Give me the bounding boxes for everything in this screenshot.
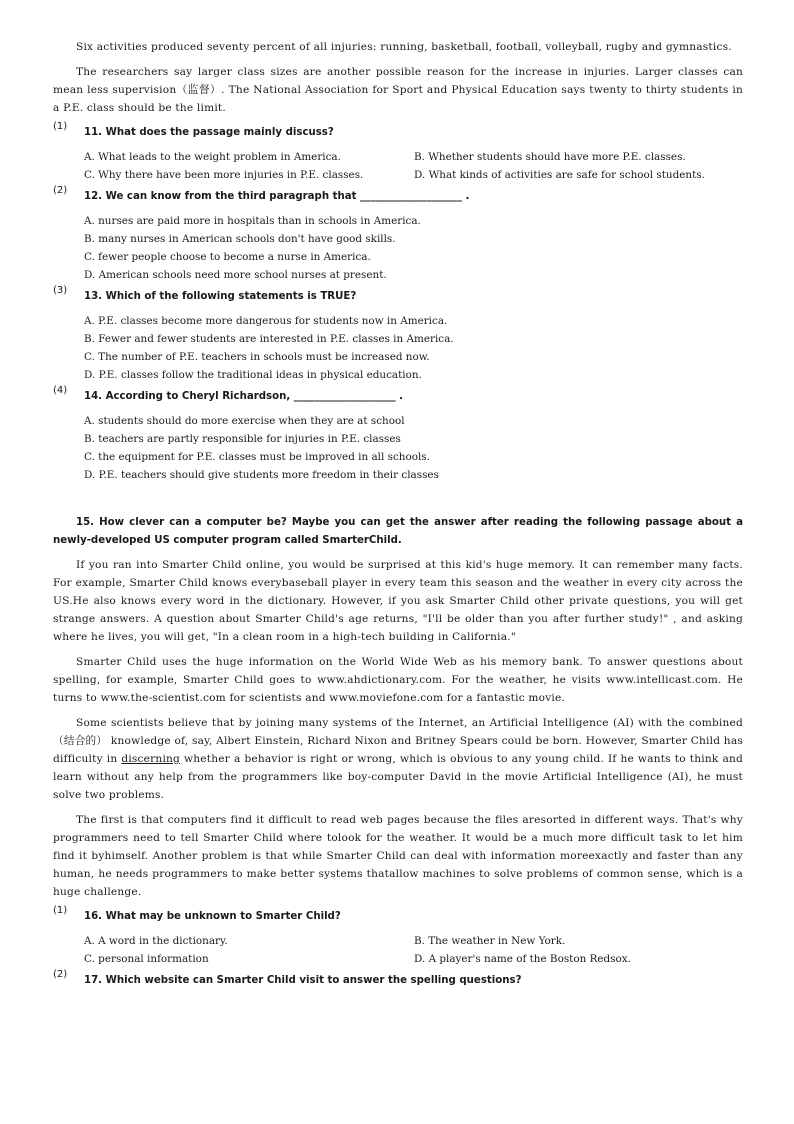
question-12 [53, 185, 743, 206]
option-b: B. The weather in New York. [414, 935, 566, 947]
options-13 [53, 312, 743, 384]
paragraph [53, 714, 743, 804]
paragraph: Smarter Child uses the huge information on the World Wide Web as his memory bank. To answer questions about spelling, for example, Smarter Child goes to www.ahdictionary.com. For the weather, he visits www.intellicast.com. He turns to www.the-scientist.com for scientists and www.moviefone.com for a fantastic movie. [53, 656, 743, 704]
question-number: (3) [53, 285, 68, 296]
question-number: (2) [53, 969, 68, 980]
option-c: C. fewer people choose to become a nurse in America. [84, 251, 371, 263]
options-16 [53, 932, 743, 968]
option-b: B. Whether students should have more P.E. classes. [414, 151, 686, 163]
paragraph: The researchers say larger class sizes are another possible reason for the increase in injuries. Larger classes can mean less supervision（监督）. The National Association for Sport and Physical Education says twenty to thirty students in a P.E. class should be the limit. [53, 66, 743, 114]
option-b: B. many nurses in American schools don't have good skills. [84, 233, 396, 245]
option-d: D. What kinds of activities are safe for school students. [414, 169, 705, 181]
option-a: A. nurses are paid more in hospitals than in schools in America. [84, 215, 421, 227]
question-text: 14. According to Cheryl Richardson, ____________________ . [84, 391, 404, 402]
paragraph: The first is that computers find it difficult to read web pages because the files aresorted in different ways. That's why programmers need to tell Smarter Child where tolook for the weather. It would be a much more difficult task to let him find it byhimself. Another problem is that while Smarter Child can deal with information moreexactly and faster than any human, he needs programmers to make better systems thatallow machines to solve problems of common sense, which is a huge challenge. [53, 814, 743, 898]
document-page [53, 38, 743, 996]
option-b: B. Fewer and fewer students are interested in P.E. classes in America. [84, 333, 454, 345]
question-16 [53, 905, 743, 926]
underlined-word: discerning [121, 753, 181, 765]
section-heading: 15. How clever can a computer be? Maybe you can get the answer after reading the following passage about a newly-developed US computer program called SmarterChild. [53, 517, 743, 546]
question-17 [53, 969, 743, 990]
paragraph: If you ran into Smarter Child online, you would be surprised at this kid's huge memory. It can remember many facts. For example, Smarter Child knows everybaseball player in every team this season and the weather in every city across the US.He also knows every word in the dictionary. However, if you ask Smarter Child other private questions, you will get strange answers. A question about Smarter Child's age returns, "I'll be older than you after further study!" , and asking where he lives, you will get, "In a clean room in a high-tech building in California." [53, 559, 743, 643]
question-number: (1) [53, 905, 68, 916]
option-d: D. A player's name of the Boston Redsox. [414, 953, 631, 965]
paragraph-text: Some scientists believe that by joining many systems of the Internet, an Artificial Intelligence (AI) with the combined （结合的） knowledge of, say, Albert Einstein, Richard Nixon and Britney Spears could be born. However, Smarter Child has difficulty in [53, 717, 743, 765]
question-number: (4) [53, 385, 68, 396]
paragraph: Six activities produced seventy percent of all injuries: running, basketball, football, volleyball, rugby and gymnastics. [76, 41, 732, 53]
paragraph-text: whether a behavior is right or wrong, which is obvious to any young child. If he wants to think and learn without any help from the programmers like boy-computer David in the movie Artificial Intelligence (AI), he must solve two problems. [53, 753, 743, 801]
question-text: 12. We can know from the third paragraph that ____________________ . [84, 191, 470, 202]
question-number: (2) [53, 185, 68, 196]
option-b: B. teachers are partly responsible for injuries in P.E. classes [84, 433, 401, 445]
option-d: D. P.E. classes follow the traditional ideas in physical education. [84, 369, 422, 381]
options-12 [53, 212, 743, 284]
question-11 [53, 121, 743, 142]
question-13 [53, 285, 743, 306]
options-11 [53, 148, 743, 184]
options-14 [53, 412, 743, 484]
question-number: (1) [53, 121, 68, 132]
option-a: A. What leads to the weight problem in America. [84, 151, 341, 163]
option-d: D. American schools need more school nurses at present. [84, 269, 387, 281]
option-c: C. the equipment for P.E. classes must be improved in all schools. [84, 451, 430, 463]
option-a: A. A word in the dictionary. [84, 935, 228, 947]
option-d: D. P.E. teachers should give students more freedom in their classes [84, 469, 439, 481]
option-a: A. P.E. classes become more dangerous for students now in America. [84, 315, 448, 327]
question-text: 16. What may be unknown to Smarter Child? [84, 911, 341, 922]
option-c: C. The number of P.E. teachers in schools must be increased now. [84, 351, 430, 363]
option-a: A. students should do more exercise when they are at school [84, 415, 405, 427]
question-text: 17. Which website can Smarter Child visit to answer the spelling questions? [84, 975, 522, 986]
question-14 [53, 385, 743, 406]
question-text: 13. Which of the following statements is TRUE? [84, 291, 357, 302]
option-c: C. Why there have been more injuries in P.E. classes. [84, 169, 364, 181]
option-c: C. personal information [84, 953, 209, 965]
question-text: 11. What does the passage mainly discuss? [84, 127, 334, 138]
